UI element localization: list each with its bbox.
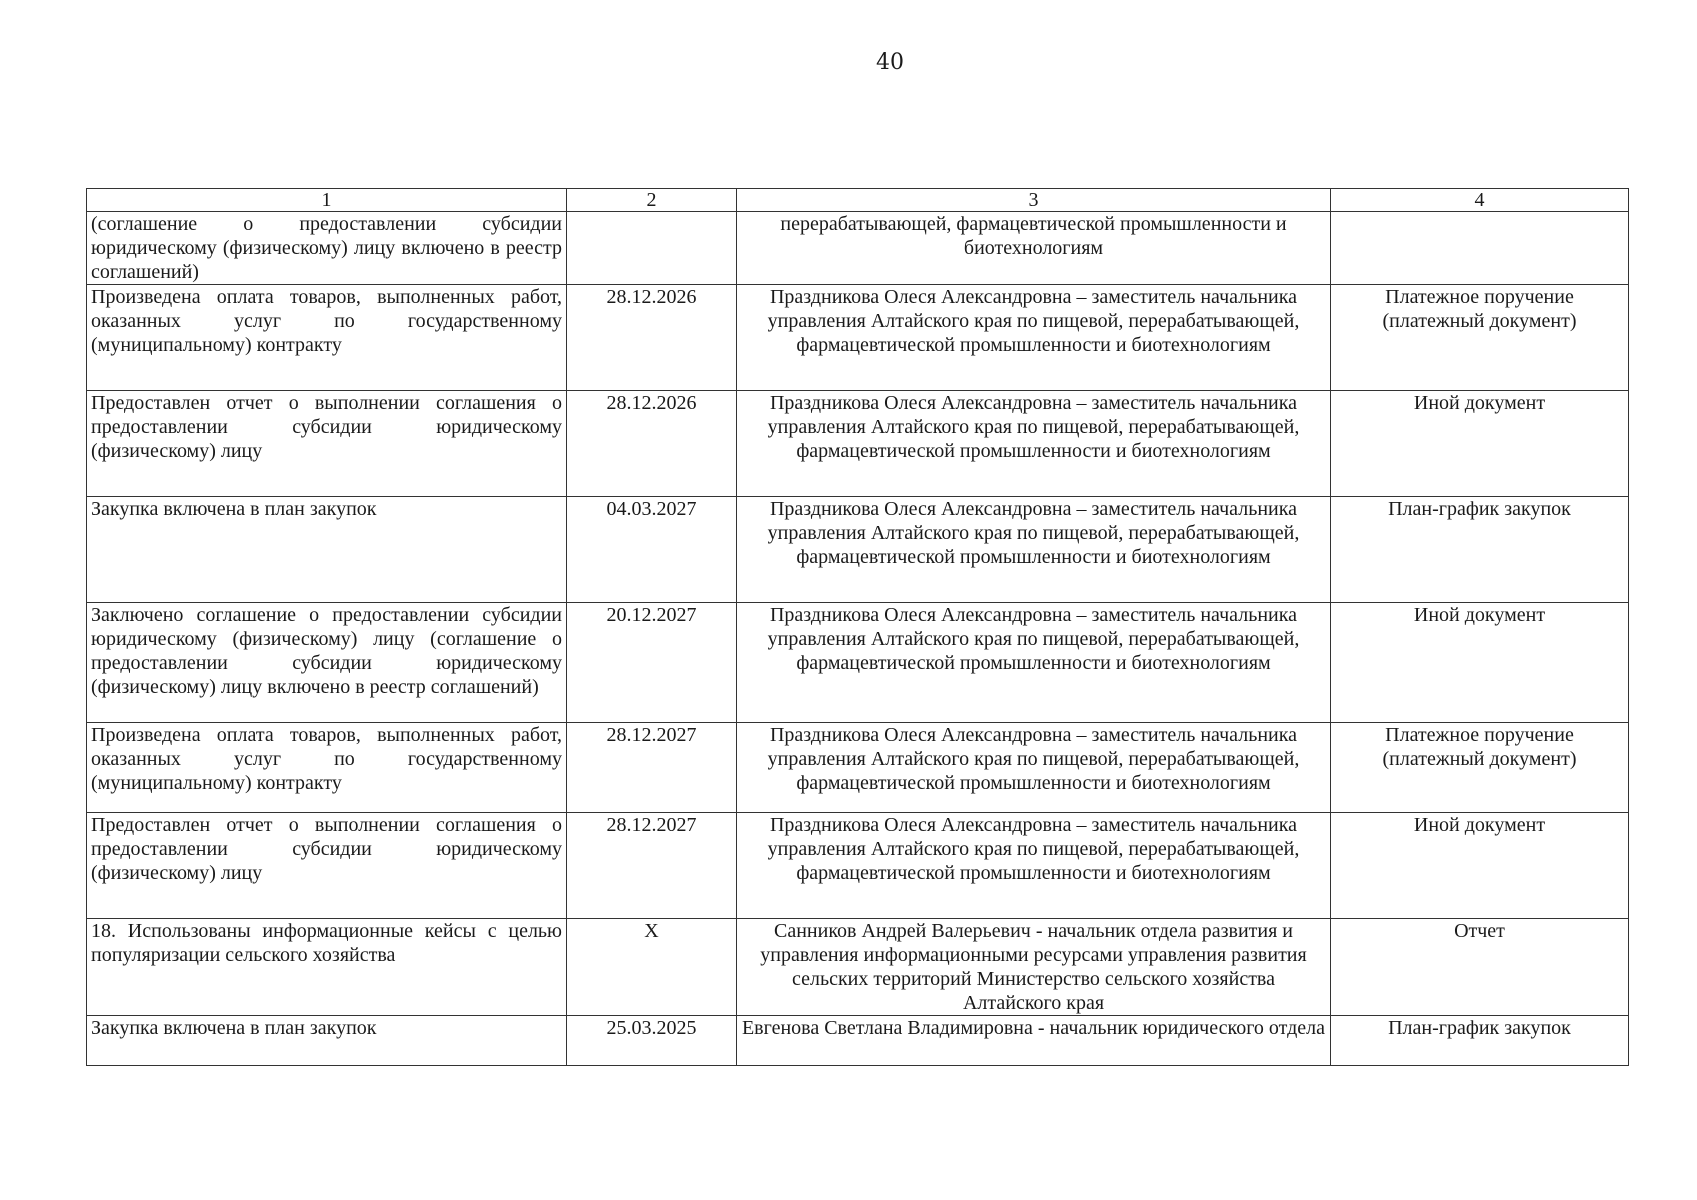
- document-type-cell: Иной документ: [1331, 603, 1629, 723]
- responsible-cell: Праздникова Олеся Александровна – заместитель начальника управления Алтайского края по пищевой, перерабатывающей, фармацевтической промышленности и биотехнологиям: [737, 497, 1331, 603]
- schedule-table: [86, 188, 1629, 1066]
- event-cell: (соглашение о предоставлении субсидии юридическому (физическому) лицу включено в реестр соглашений): [87, 212, 567, 285]
- event-cell: Заключено соглашение о предоставлении субсидии юридическому (физическому) лицу (соглашение о предоставлении субсидии юридическому (физическому) лицу включено в реестр соглашений): [87, 603, 567, 723]
- event-cell: Произведена оплата товаров, выполненных работ, оказанных услуг по государственному (муниципальному) контракту: [87, 723, 567, 813]
- header-cell: 3: [737, 189, 1331, 212]
- page-number: 40: [876, 50, 904, 75]
- event-cell: Предоставлен отчет о выполнении соглашения о предоставлении субсидии юридическому (физическому) лицу: [87, 391, 567, 497]
- table-row: [87, 391, 1629, 497]
- event-cell: Закупка включена в план закупок: [87, 1016, 567, 1066]
- document-type-cell: Платежное поручение (платежный документ): [1331, 723, 1629, 813]
- table-header-row: [87, 189, 1629, 212]
- header-cell: 1: [87, 189, 567, 212]
- event-cell: Произведена оплата товаров, выполненных работ, оказанных услуг по государственному (муниципальному) контракту: [87, 285, 567, 391]
- responsible-cell: Праздникова Олеся Александровна – заместитель начальника управления Алтайского края по пищевой, перерабатывающей, фармацевтической промышленности и биотехнологиям: [737, 723, 1331, 813]
- document-type-cell: [1331, 212, 1629, 285]
- responsible-cell: перерабатывающей, фармацевтической промышленности и биотехнологиям: [737, 212, 1331, 285]
- responsible-cell: Санников Андрей Валерьевич - начальник отдела развития и управления информационными ресурсами управления развития сельских территорий Министерство сельского хозяйства Алтайского края: [737, 919, 1331, 1016]
- table-row: [87, 919, 1629, 1016]
- date-cell: 28.12.2027: [567, 723, 737, 813]
- table-row: [87, 723, 1629, 813]
- date-cell: 28.12.2027: [567, 813, 737, 919]
- responsible-cell: Праздникова Олеся Александровна – заместитель начальника управления Алтайского края по пищевой, перерабатывающей, фармацевтической промышленности и биотехнологиям: [737, 391, 1331, 497]
- document-type-cell: Иной документ: [1331, 813, 1629, 919]
- date-cell: 25.03.2025: [567, 1016, 737, 1066]
- responsible-cell: Праздникова Олеся Александровна – заместитель начальника управления Алтайского края по пищевой, перерабатывающей, фармацевтической промышленности и биотехнологиям: [737, 285, 1331, 391]
- event-cell: 18. Использованы информационные кейсы с целью популяризации сельского хозяйства: [87, 919, 567, 1016]
- responsible-cell: Евгенова Светлана Владимировна - начальник юридического отдела: [737, 1016, 1331, 1066]
- table-row: [87, 212, 1629, 285]
- table-row: [87, 285, 1629, 391]
- responsible-cell: Праздникова Олеся Александровна – заместитель начальника управления Алтайского края по пищевой, перерабатывающей, фармацевтической промышленности и биотехнологиям: [737, 813, 1331, 919]
- responsible-cell: Праздникова Олеся Александровна – заместитель начальника управления Алтайского края по пищевой, перерабатывающей, фармацевтической промышленности и биотехнологиям: [737, 603, 1331, 723]
- event-cell: Предоставлен отчет о выполнении соглашения о предоставлении субсидии юридическому (физическому) лицу: [87, 813, 567, 919]
- document-type-cell: Иной документ: [1331, 391, 1629, 497]
- header-cell: 4: [1331, 189, 1629, 212]
- date-cell: X: [567, 919, 737, 1016]
- document-type-cell: План-график закупок: [1331, 497, 1629, 603]
- date-cell: 28.12.2026: [567, 391, 737, 497]
- document-type-cell: Отчет: [1331, 919, 1629, 1016]
- date-cell: 28.12.2026: [567, 285, 737, 391]
- header-cell: 2: [567, 189, 737, 212]
- table-row: [87, 603, 1629, 723]
- document-type-cell: Платежное поручение (платежный документ): [1331, 285, 1629, 391]
- table-row: [87, 813, 1629, 919]
- document-type-cell: План-график закупок: [1331, 1016, 1629, 1066]
- table-row: [87, 1016, 1629, 1066]
- date-cell: 20.12.2027: [567, 603, 737, 723]
- date-cell: [567, 212, 737, 285]
- date-cell: 04.03.2027: [567, 497, 737, 603]
- event-cell: Закупка включена в план закупок: [87, 497, 567, 603]
- table-row: [87, 497, 1629, 603]
